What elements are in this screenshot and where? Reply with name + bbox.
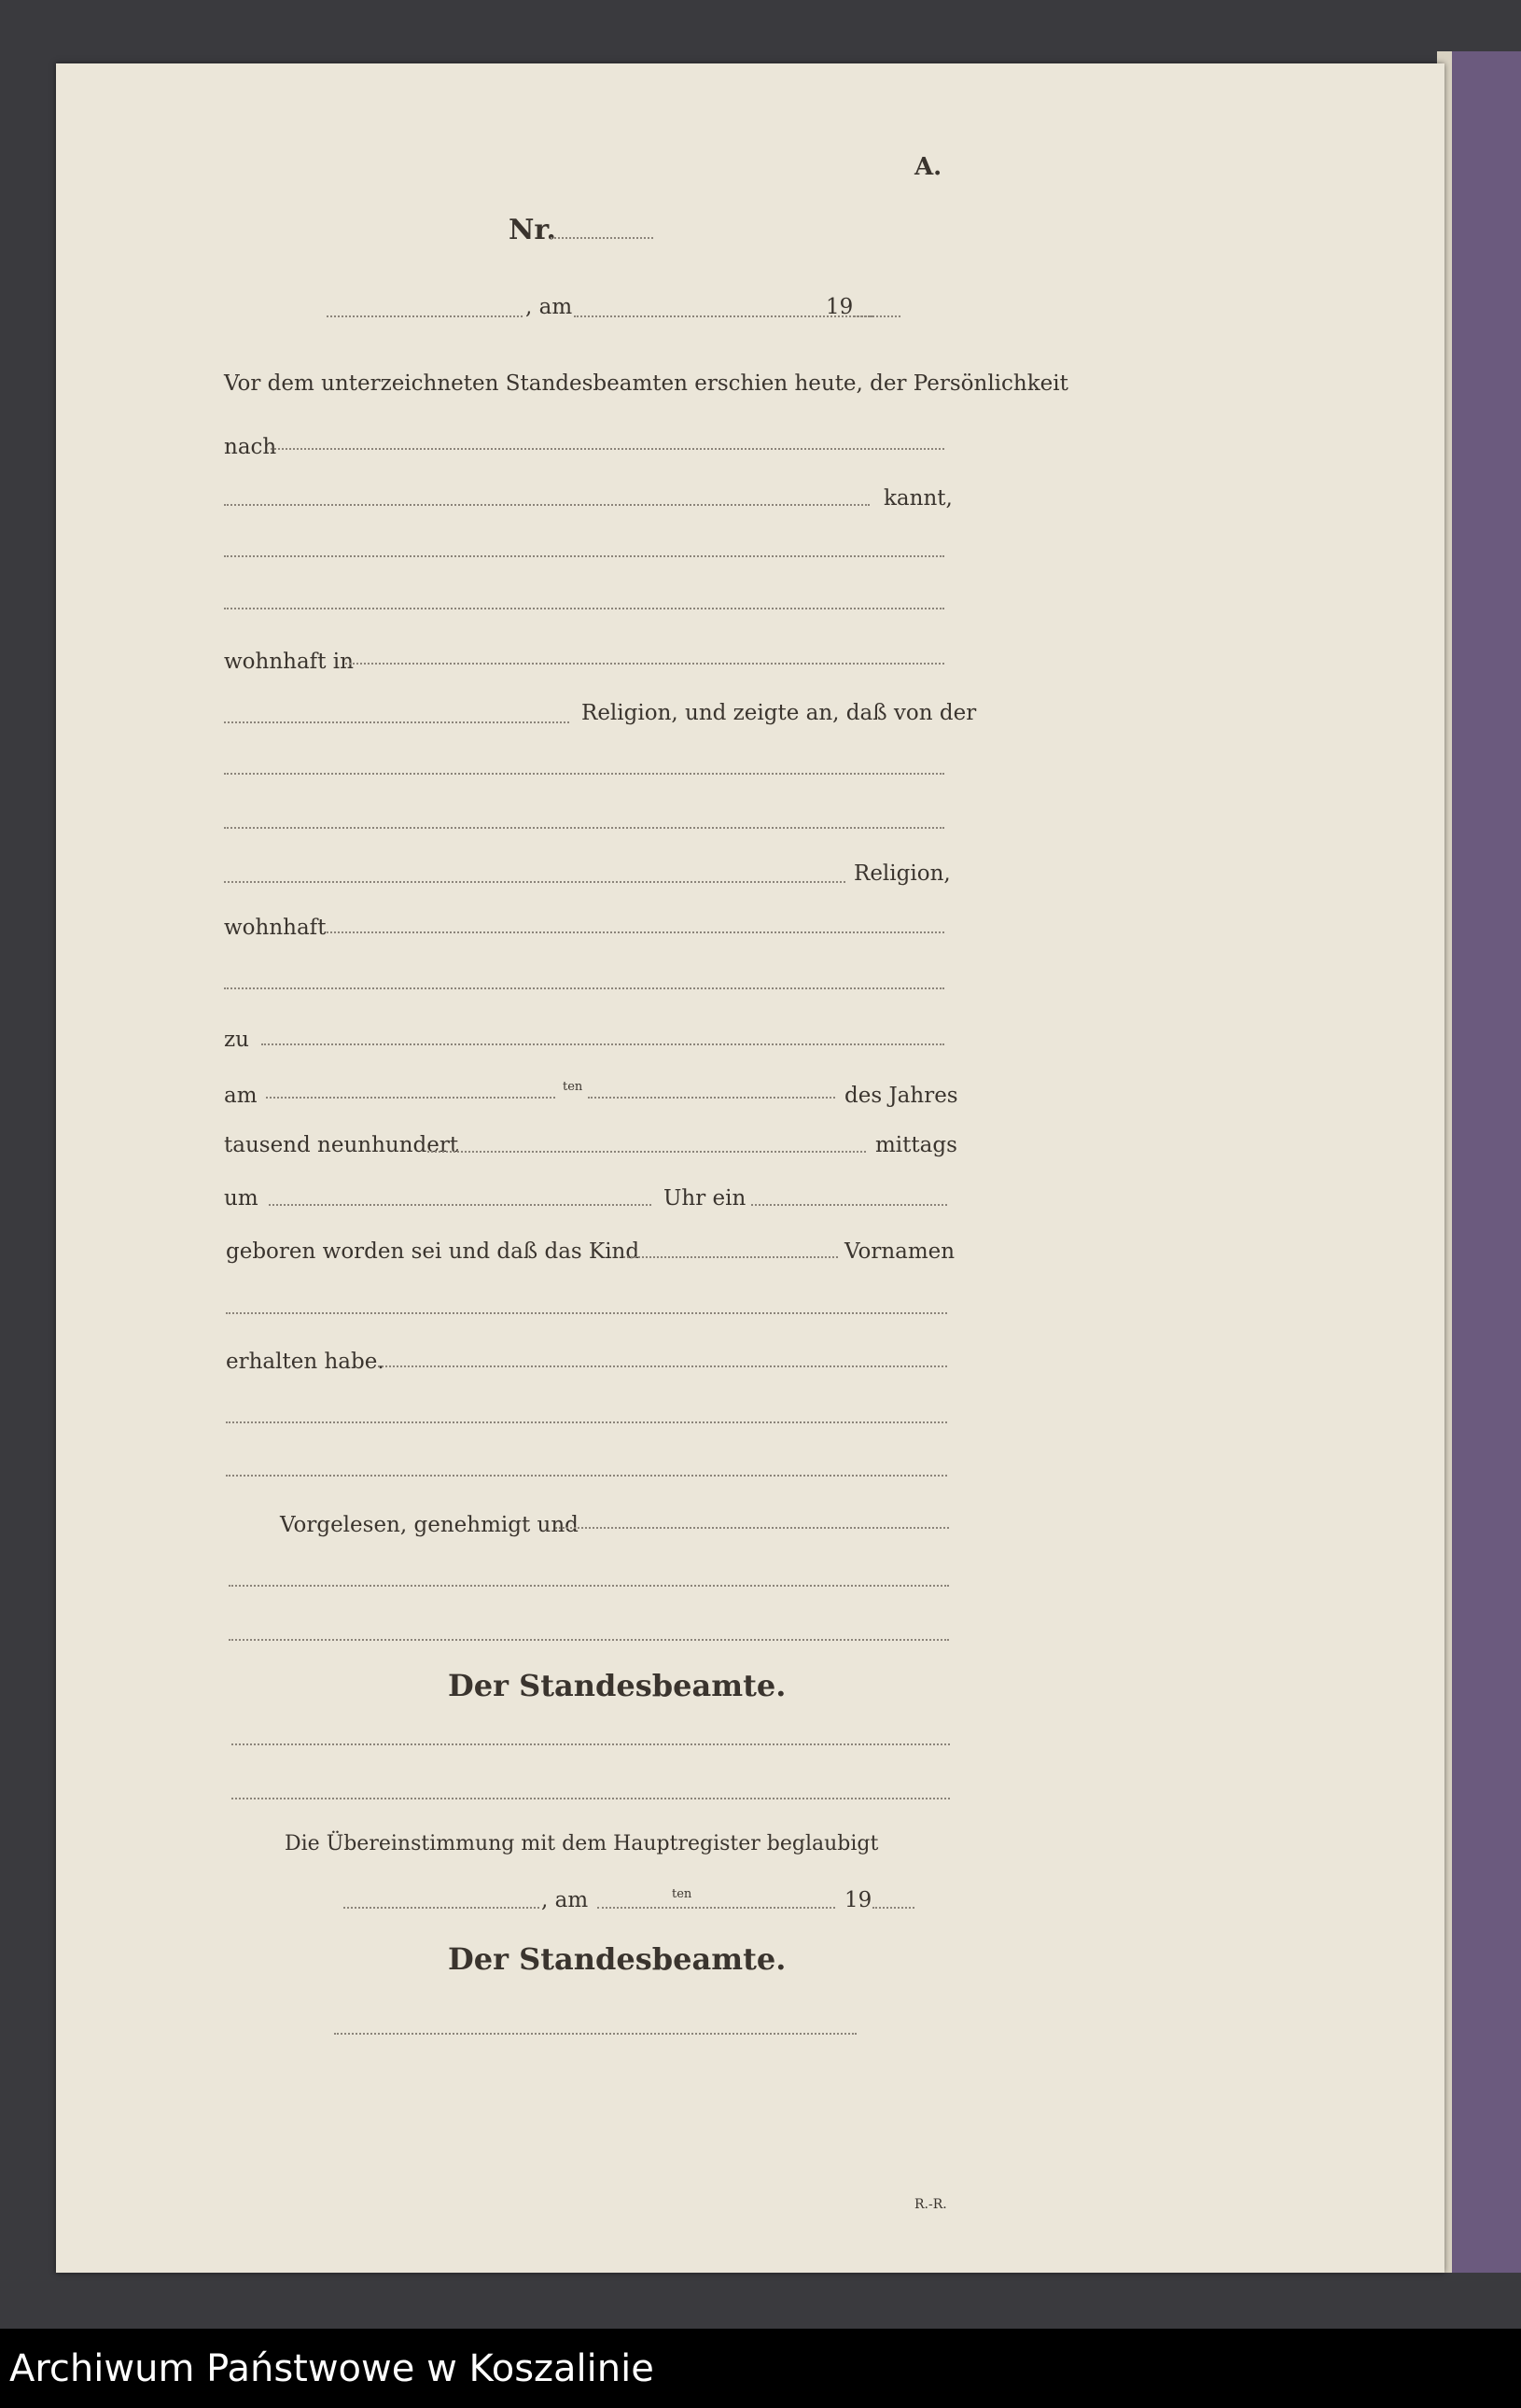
gender-line[interactable]: [751, 1204, 947, 1206]
kannt-label: kannt,: [884, 486, 953, 511]
place-line-2[interactable]: [343, 1907, 539, 1909]
archive-name: Archiwum Państwowe w Koszalinie: [9, 2347, 654, 2390]
line-22[interactable]: [226, 1475, 947, 1477]
des-jahres-label: des Jahres: [844, 1084, 958, 1108]
year-label-2: 19: [844, 1888, 872, 1912]
zu-line[interactable]: [261, 1043, 944, 1045]
vorgelesen-text: Vorgelesen, genehmigt und: [280, 1513, 579, 1537]
year-label: 19: [826, 295, 854, 319]
line-21[interactable]: [226, 1421, 947, 1423]
month-line[interactable]: [588, 1097, 835, 1099]
uebereinstimmung-text: Die Übereinstimmung mit dem Hauptregister beglaubigt: [285, 1832, 879, 1855]
am-date-label: am: [224, 1084, 258, 1108]
day-line[interactable]: [266, 1097, 555, 1099]
line-5[interactable]: [224, 608, 944, 609]
line-25[interactable]: [229, 1639, 949, 1641]
zu-label: zu: [224, 1028, 249, 1052]
archive-footer: [0, 2329, 1521, 2408]
ten-label: ten: [563, 1080, 583, 1094]
signature-line-2[interactable]: [231, 1798, 950, 1799]
nach-label: nach: [224, 435, 277, 459]
vornamen-label: Vornamen: [844, 1239, 956, 1264]
line-3[interactable]: [224, 504, 870, 506]
form-letter: A.: [914, 153, 942, 181]
line-12[interactable]: [224, 987, 944, 989]
uhr-ein-label: Uhr ein: [663, 1186, 747, 1211]
wohnhaft-label: wohnhaft: [224, 916, 327, 940]
um-label: um: [224, 1186, 258, 1211]
line-8[interactable]: [224, 773, 944, 775]
vorgelesen-line[interactable]: [555, 1527, 949, 1529]
tausend-label: tausend neunhundert: [224, 1133, 459, 1157]
religion-line-1[interactable]: [224, 721, 569, 723]
place-line[interactable]: [327, 315, 523, 317]
hour-line[interactable]: [269, 1204, 651, 1206]
wohnhaft-in-line[interactable]: [345, 663, 944, 665]
am-label-2: , am: [541, 1888, 589, 1912]
religion-line-2[interactable]: [224, 881, 845, 883]
year-line[interactable]: [854, 315, 900, 317]
erhalten-label: erhalten habe.: [226, 1350, 384, 1374]
religion-label: Religion,: [854, 861, 951, 886]
line-24[interactable]: [229, 1585, 949, 1587]
am-label: , am: [525, 295, 573, 319]
form-page: [56, 63, 1444, 2273]
kind-line[interactable]: [623, 1256, 838, 1258]
intro-text: Vor dem unterzeichneten Standesbeamten erschien heute, der Persönlichkeit: [224, 371, 1068, 396]
line-9[interactable]: [224, 827, 944, 829]
religion-anzeige-text: Religion, und zeigte an, daß von der: [581, 701, 977, 725]
ten-label-2: ten: [672, 1887, 692, 1901]
nr-line[interactable]: [551, 237, 653, 239]
wohnhaft-in-label: wohnhaft in: [224, 650, 354, 674]
wohnhaft-line[interactable]: [327, 931, 944, 933]
erhalten-line[interactable]: [378, 1365, 947, 1367]
geboren-text: geboren worden sei und daß das Kind: [226, 1239, 640, 1264]
signature-line-3[interactable]: [334, 2033, 857, 2035]
standesbeamte-title-2: Der Standesbeamte.: [448, 1941, 787, 1977]
nr-label: Nr.: [509, 214, 556, 246]
date-line-2[interactable]: [597, 1907, 835, 1909]
year-words-line[interactable]: [427, 1151, 866, 1153]
year-line-2[interactable]: [872, 1907, 914, 1909]
mittags-label: mittags: [875, 1133, 957, 1157]
standesbeamte-title-1: Der Standesbeamte.: [448, 1668, 787, 1703]
signature-line-1[interactable]: [231, 1743, 950, 1745]
names-line[interactable]: [226, 1312, 947, 1314]
nach-line[interactable]: [271, 448, 944, 450]
printer-mark: R.-R.: [914, 2197, 947, 2212]
line-4[interactable]: [224, 555, 944, 557]
